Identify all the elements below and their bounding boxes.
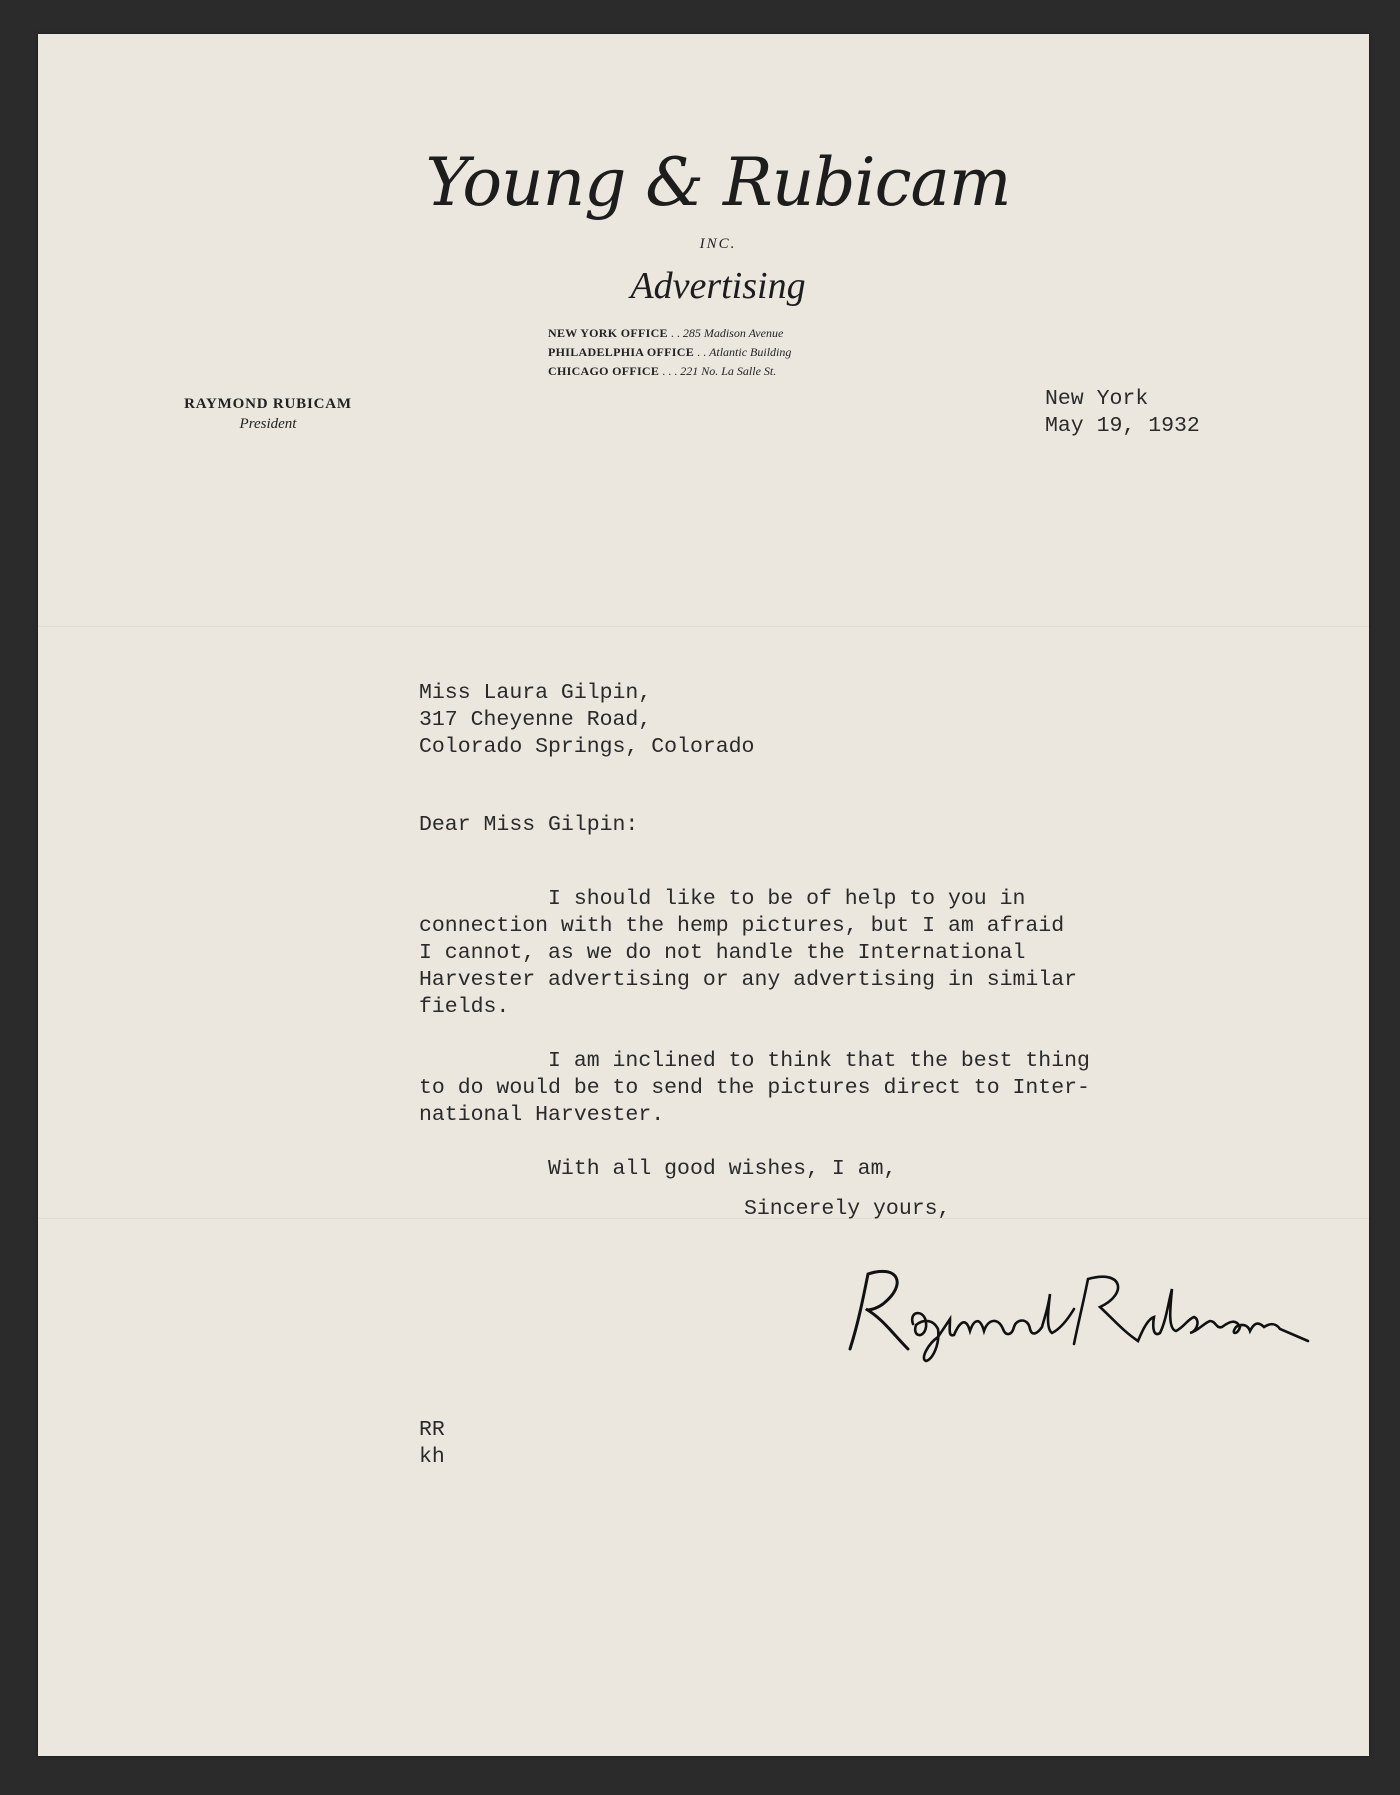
company-tagline: Advertising [630,265,806,307]
president-title: President [239,416,297,432]
place: New York [1045,387,1149,411]
date: May 19, 1932 [1045,414,1200,438]
office-line: PHILADELPHIA OFFICE . . Atlantic Building [548,345,792,359]
letter-body: I should like to be of help to you in connection with the hemp pictures, but I am afraid I cannot, as we do not handle the International Harvester advertising or any advertising in similar fields. I am inclined to think that the best thing to do would be to send the pictures direct to Inter- national Harvester. With all good wishes, I am, [419,887,1090,1181]
letter-page [38,34,1369,1756]
office-line: CHICAGO OFFICE . . . 221 No. La Salle St. [548,364,777,378]
salutation: Dear Miss Gilpin: [419,813,639,837]
company-name: Young & Rubicam [425,144,1011,221]
office-list [548,324,968,381]
place-date [1045,386,1200,440]
typist-initials: RR kh [419,1418,445,1469]
fold-line [38,626,1369,628]
signature-icon [838,1249,1318,1369]
closing: Sincerely yours, [744,1197,951,1221]
president-name: RAYMOND RUBICAM [184,396,352,412]
recipient-address: Miss Laura Gilpin, 317 Cheyenne Road, Colorado Springs, Colorado [419,681,755,759]
office-line: NEW YORK OFFICE . . 285 Madison Avenue [548,326,784,340]
company-inc: INC. [699,236,737,252]
fold-line [38,1218,1369,1220]
